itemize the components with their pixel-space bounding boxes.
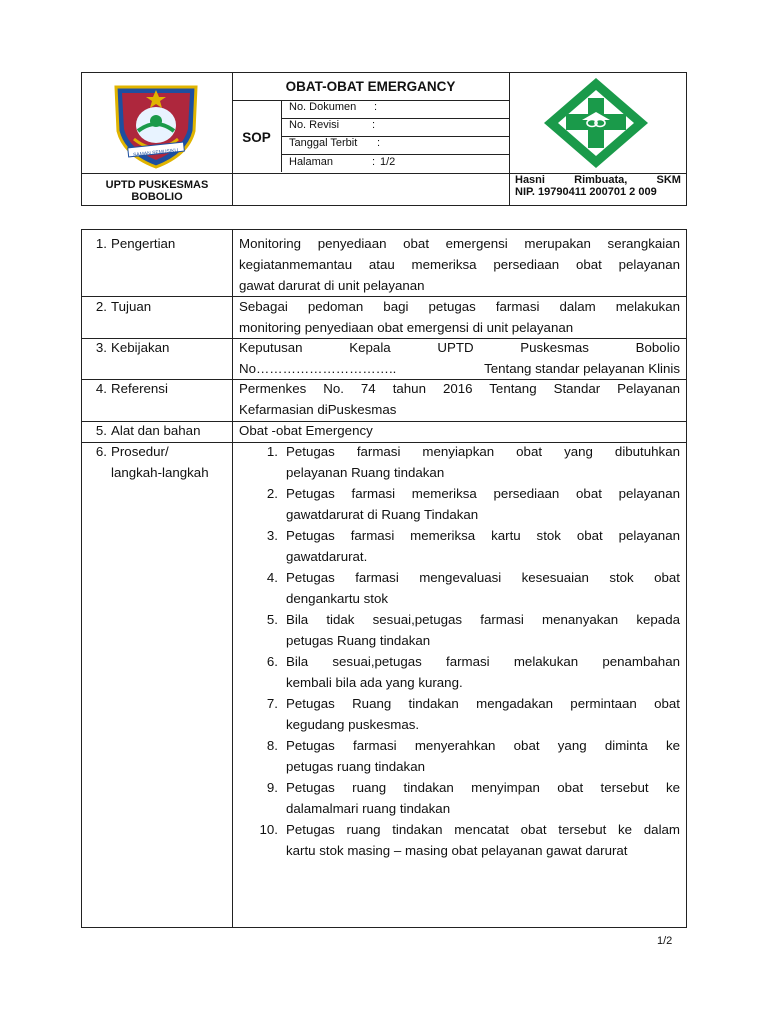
step-line: dalamalmari ruang tindakan [286,801,451,816]
step-text [286,609,680,651]
step-number: 2. [266,486,278,501]
step-number: 7. [266,696,278,711]
content-line: Sebagai pedoman bagi petugas farmasi dalam melakukan [239,299,680,314]
signer-nip: NIP. 19790411 200701 2 009 [515,186,657,198]
content-line: kegiatanmemantau atau memeriksa persediaan obat pelayanan [239,257,680,272]
step-line: petugas Ruang tindakan [286,633,431,648]
decree-number: No………………………….. [239,361,397,376]
content-line [239,358,680,379]
step-number: 3. [266,528,278,543]
step-number: 4. [266,570,278,585]
content-line: Keputusan Kepala UPTD Puskesmas Bobolio [239,340,680,355]
step-number: 10. [259,822,278,837]
meta-separator: : [374,101,378,113]
row-label: Referensi [111,381,168,396]
step-text [286,651,680,693]
row-label: Prosedur/ [111,444,169,459]
signer-title: SKM [656,174,681,186]
step-text [286,567,680,609]
step-line: Petugas farmasi menyiapkan obat yang dibutuhkan [286,444,680,459]
puskesmas-logo [542,76,650,170]
row-content [239,337,680,379]
meta-label: No. Revisi [289,119,340,131]
step-line: petugas ruang tindakan [286,759,425,774]
sop-content-table [81,229,687,928]
step-number: 8. [266,738,278,753]
content-line: monitoring penyediaan obat emergensi di unit pelayanan [239,320,574,335]
step-text [286,777,680,819]
divider [232,100,509,101]
step-number: 1. [266,444,278,459]
step-line: dengankartu stok [286,591,389,606]
step-number: 6. [266,654,278,669]
row-number: 5. [95,423,107,438]
sop-label: SOP [242,130,271,145]
row-number: 4. [95,381,107,396]
divider [509,73,510,205]
step-line: kegudang puskesmas. [286,717,420,732]
row-number: 6. [95,444,107,459]
row-label: Tujuan [111,299,152,314]
step-text [286,819,680,861]
meta-label: Halaman [289,156,334,168]
signer-block [515,174,681,198]
step-text [286,441,680,483]
row-content [239,378,680,420]
step-text [286,483,680,525]
step-line: kembali bila ada yang kurang. [286,675,463,690]
meta-separator: : [372,156,376,168]
signer-first-name: Hasni [515,174,545,186]
step-text [286,525,680,567]
divider [281,154,509,155]
content-line: Obat -obat Emergency [239,423,373,438]
step-text [286,693,680,735]
row-content [239,233,680,296]
row-content [239,296,680,338]
organization-name [82,179,232,203]
content-line: Kefarmasian diPuskesmas [239,402,397,417]
meta-label: Tanggal Terbit [289,137,358,149]
document-title: OBAT-OBAT EMERGANCY [285,79,456,94]
step-line: Petugas farmasi menyerahkan obat yang diminta ke [286,738,680,753]
row-label: Alat dan bahan [111,423,201,438]
step-line: kartu stok masing – masing obat pelayanan gawat darurat [286,843,628,858]
step-line: gawatdarurat. [286,549,368,564]
row-label: langkah-langkah [111,465,209,480]
signer-name [515,174,681,186]
row-number: 3. [95,340,107,355]
step-line: Petugas ruang tindakan mencatat obat tersebut ke dalam [286,822,680,837]
step-line: Petugas ruang tindakan menyimpan obat tersebut ke [286,780,680,795]
step-number: 9. [266,780,278,795]
step-text [286,735,680,777]
step-line: Petugas farmasi memeriksa kartu stok obat pelayanan [286,528,680,543]
step-line: pelayanan Ruang tindakan [286,465,445,480]
meta-separator: : [377,137,381,149]
step-line: Petugas farmasi memeriksa persediaan obat pelayanan [286,486,680,501]
content-line: Permenkes No. 74 tahun 2016 Tentang Standar Pelayanan [239,381,680,396]
row-label: Pengertian [111,236,176,251]
row-content [239,420,680,441]
divider [232,230,233,927]
step-line: gawatdarurat di Ruang Tindakan [286,507,479,522]
emblem-motto: SAMAN SEMUSIKU [132,147,179,159]
decree-subject: Tentang standar pelayanan Klinis [484,361,680,376]
organization-line-1: UPTD PUSKESMAS [105,179,209,191]
content-line: gawat darurat di unit pelayanan [239,278,425,293]
row-number: 1. [95,236,107,251]
page-number: 1/2 [657,935,673,947]
step-line: Bila sesuai,petugas farmasi melakukan penambahan [286,654,680,669]
row-number: 2. [95,299,107,314]
meta-label: No. Dokumen [289,101,357,113]
step-line: Petugas farmasi mengevaluasi kesesuaian stok obat [286,570,680,585]
content-line: Monitoring penyediaan obat emergensi merupakan serangkaian [239,236,680,251]
row-label: Kebijakan [111,340,170,355]
signer-last-name: Rimbuata, [574,174,628,186]
step-number: 5. [266,612,278,627]
step-line: Petugas Ruang tindakan mengadakan permintaan obat [286,696,680,711]
organization-line-2: BOBOLIO [131,191,183,203]
sop-header [81,72,687,206]
step-line: Bila tidak sesuai,petugas farmasi menanyakan kepada [286,612,680,627]
meta-value: 1/2 [380,156,396,168]
meta-separator: : [372,119,376,131]
